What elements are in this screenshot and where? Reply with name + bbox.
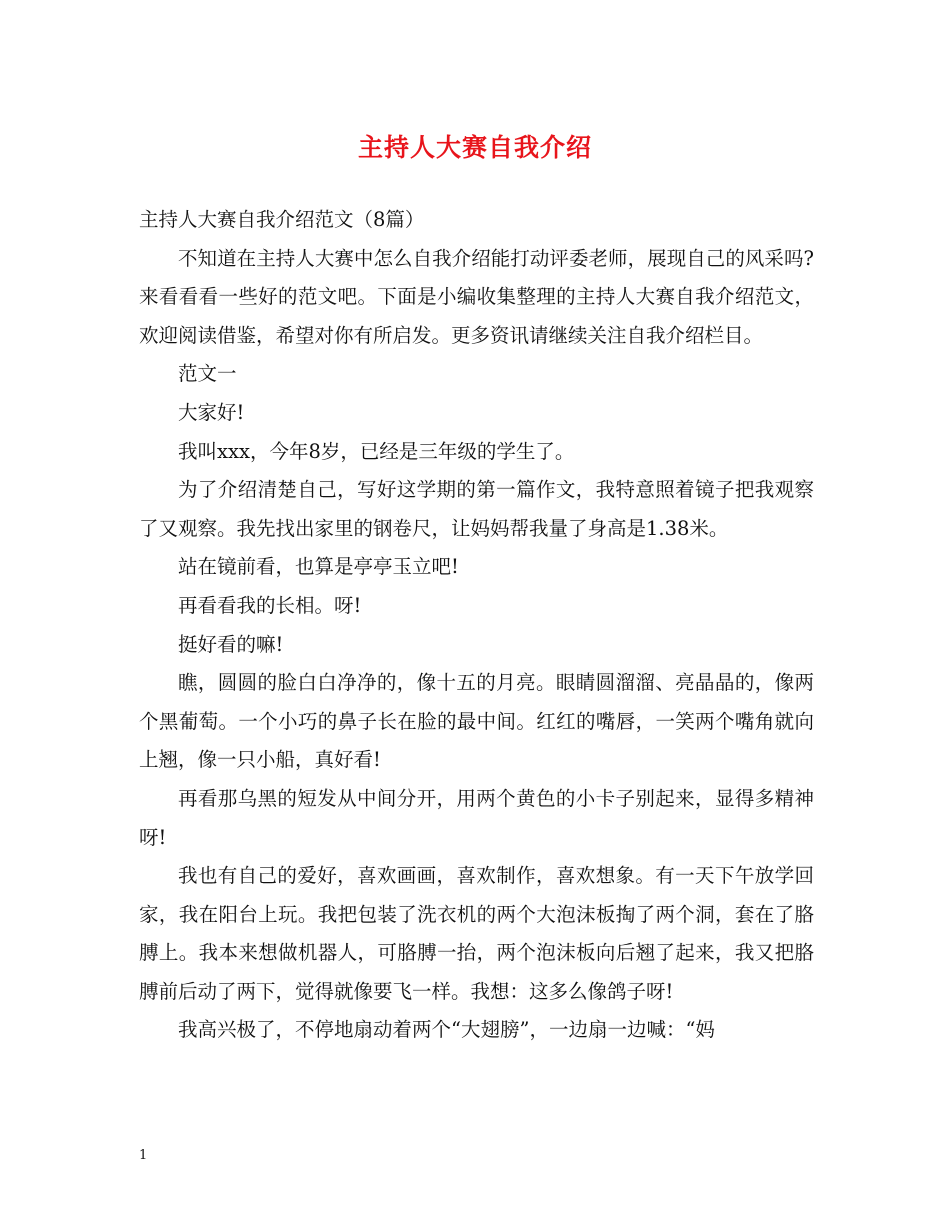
document-title: 主持人大赛自我介绍 (357, 133, 592, 162)
document-body (139, 201, 814, 1050)
paragraph: 再看那乌黑的短发从中间分开，用两个黄色的小卡子别起来，显得多精神呀! (139, 786, 814, 849)
paragraph: 我高兴极了，不停地扇动着两个“大翅膀”，一边扇一边喊：“妈 (178, 1018, 715, 1042)
paragraph-section-heading: 范文一 (178, 362, 237, 386)
paragraph: 站在镜前看，也算是亭亭玉立吧! (178, 555, 459, 579)
document-subtitle: 主持人大赛自我介绍范文（8篇） (139, 208, 425, 231)
paragraph: 我叫xxx，今年8岁，已经是三年级的学生了。 (178, 439, 575, 463)
paragraph: 我也有自己的爱好，喜欢画画，喜欢制作，喜欢想象。有一天下午放学回家，我在阳台上玩。我把包装了洗衣机的两个大泡沫板掏了两个洞，套在了胳膊上。我本来想做机器人，可胳膊一抬，两个泡沫板向后翘了起来，我又把胳膊前后动了两下，觉得就像要飞一样。我想：这多么像鸽子呀! (139, 864, 814, 1003)
page-number: 1 (139, 1148, 148, 1163)
paragraph: 瞧，圆圆的脸白白净净的，像十五的月亮。眼睛圆溜溜、亮晶晶的，像两个黑葡萄。一个小巧的鼻子长在脸的最中间。红红的嘴唇，一笑两个嘴角就向上翘，像一只小船，真好看! (139, 671, 814, 772)
paragraph: 挺好看的嘛! (178, 632, 284, 656)
paragraph: 为了介绍清楚自己，写好这学期的第一篇作文，我特意照着镜子把我观察了又观察。我先找出家里的钢卷尺，让妈妈帮我量了身高是1.38米。 (139, 478, 814, 540)
paragraph-intro: 不知道在主持人大赛中怎么自我介绍能打动评委老师，展现自己的风采吗?来看看看一些好的范文吧。下面是小编收集整理的主持人大赛自我介绍范文，欢迎阅读借鉴，希望对你有所启发。更多资讯请继续关注自我介绍栏目。 (139, 246, 814, 347)
paragraph: 大家好! (178, 400, 245, 424)
paragraph: 再看看我的长相。呀! (178, 593, 362, 617)
